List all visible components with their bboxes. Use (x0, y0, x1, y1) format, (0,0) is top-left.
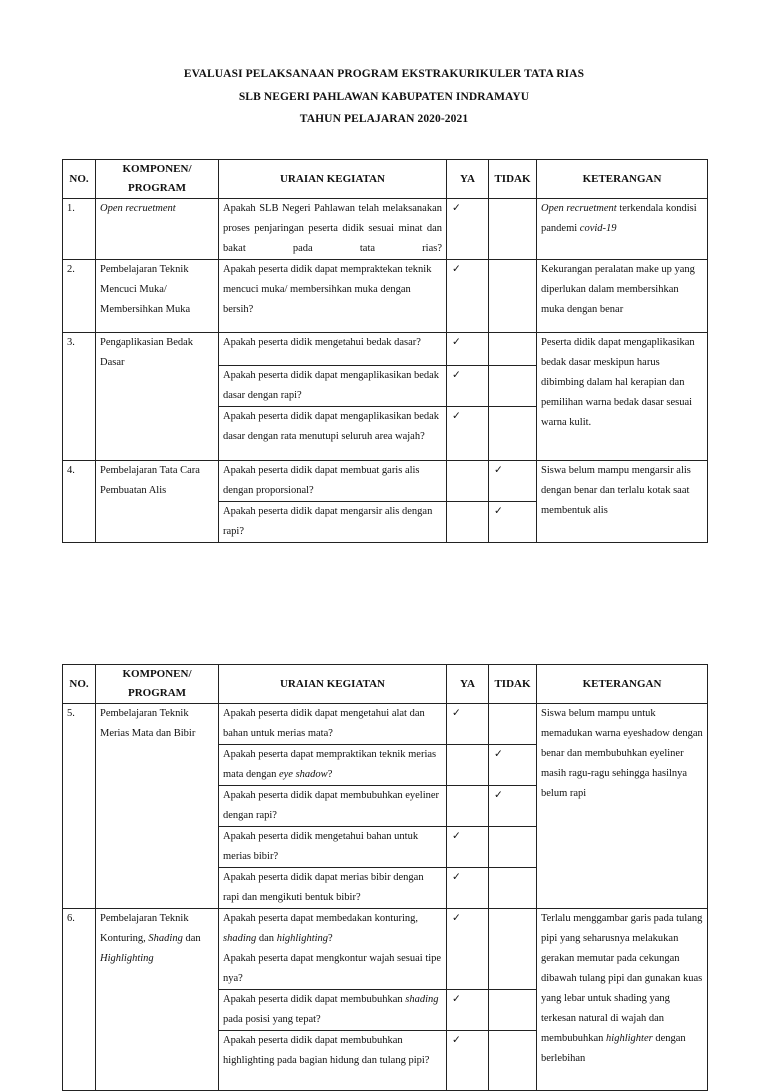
row-number: 4. (63, 461, 96, 543)
header-no: NO. (63, 665, 96, 704)
evaluation-table-page-2 (62, 664, 708, 1091)
header-keterangan: KETERANGAN (537, 665, 708, 704)
header-no: NO. (63, 160, 96, 199)
activity-question: Apakah SLB Negeri Pahlawan telah melaksanakan proses penjaringan peserta didik sesuai minat dan bakat pada tata rias? (219, 199, 447, 260)
tidak-cell (489, 990, 537, 1031)
header-komponen: KOMPONEN/ PROGRAM (96, 160, 219, 199)
tidak-cell (489, 260, 537, 333)
activity-question: Apakah peserta dapat membedakan konturing, shading dan highlighting? Apakah peserta dapat mengkontur wajah sesuai tipe nya? (219, 909, 447, 990)
title-line-1: EVALUASI PELAKSANAAN PROGRAM EKSTRAKURIKULER TATA RIAS (183, 68, 585, 80)
remarks: Peserta didik dapat mengaplikasikan bedak dasar meskipun harus dibimbing dalam hal kerapian dan pemilihan warna bedak dasar sesuai warna kulit. (537, 333, 708, 461)
header-ya: YA (447, 160, 489, 199)
tidak-cell (489, 199, 537, 260)
tidak-cell (489, 827, 537, 868)
header-ya: YA (447, 665, 489, 704)
ya-cell (447, 786, 489, 827)
activity-question: Apakah peserta didik dapat membubuhkan eyeliner dengan rapi? (219, 786, 447, 827)
row-number: 6. (63, 909, 96, 1091)
header-tidak: TIDAK (489, 160, 537, 199)
tidak-check: ✓ (489, 745, 537, 786)
activity-question: Apakah peserta didik dapat membuat garis alis dengan proporsional? (219, 461, 447, 502)
remarks: Kekurangan peralatan make up yang diperlukan dalam membersihkan muka dengan benar (537, 260, 708, 333)
ya-cell (447, 745, 489, 786)
title-line-3: TAHUN PELAJARAN 2020-2021 (299, 113, 469, 125)
activity-question: Apakah peserta didik dapat mengaplikasikan bedak dasar dengan rata menutupi seluruh area wajah? (219, 407, 447, 461)
activity-question: Apakah peserta didik mengetahui bedak dasar? (219, 333, 447, 366)
remarks: Siswa belum mampu mengarsir alis dengan benar dan terlalu kotak saat membentuk alis (537, 461, 708, 543)
row-number: 1. (63, 199, 96, 260)
program-name: Open recruetment (96, 199, 219, 260)
activity-question: Apakah peserta didik dapat mengetahui alat dan bahan untuk merias mata? (219, 704, 447, 745)
tidak-cell (489, 366, 537, 407)
tidak-check: ✓ (489, 786, 537, 827)
ya-check: ✓ (447, 333, 489, 366)
program-name: Pengaplikasian Bedak Dasar (96, 333, 219, 461)
ya-check: ✓ (447, 1031, 489, 1091)
tidak-cell (489, 704, 537, 745)
tidak-cell (489, 407, 537, 461)
table-header-row (63, 665, 708, 704)
title-line-2: SLB NEGERI PAHLAWAN KABUPATEN INDRAMAYU (238, 91, 530, 103)
table-row (63, 333, 708, 366)
activity-question: Apakah peserta didik dapat membubuhkan highlighting pada bagian hidung dan tulang pipi? (219, 1031, 447, 1091)
tidak-cell (489, 868, 537, 909)
row-number: 3. (63, 333, 96, 461)
program-name: Pembelajaran Tata Cara Pembuatan Alis (96, 461, 219, 543)
header-tidak: TIDAK (489, 665, 537, 704)
activity-question: Apakah peserta didik dapat mengarsir alis dengan rapi? (219, 502, 447, 543)
remarks: Open recruetment terkendala kondisi pandemi covid-19 (537, 199, 708, 260)
table-row (63, 704, 708, 745)
activity-question: Apakah peserta didik dapat mengaplikasikan bedak dasar dengan rapi? (219, 366, 447, 407)
ya-cell (447, 502, 489, 543)
ya-check: ✓ (447, 366, 489, 407)
header-uraian: URAIAN KEGIATAN (219, 160, 447, 199)
remarks: Terlalu menggambar garis pada tulang pipi yang seharusnya melakukan gerakan memutar pada cekungan dibawah tulang pipi dan gunakan kuas yang lebar untuk shading yang terkesan natural di wajah dan membubuhkan highlighter dengan berlebihan (537, 909, 708, 1091)
tidak-cell (489, 1031, 537, 1091)
ya-check: ✓ (447, 260, 489, 333)
row-number: 5. (63, 704, 96, 909)
activity-question: Apakah peserta didik dapat mempraktekan teknik mencuci muka/ membersihkan muka dengan bersih? (219, 260, 447, 333)
table-row (63, 199, 708, 260)
header-uraian: URAIAN KEGIATAN (219, 665, 447, 704)
ya-check: ✓ (447, 199, 489, 260)
table-header-row (63, 160, 708, 199)
evaluation-table-page-1 (62, 159, 708, 543)
program-name: Pembelajaran Teknik Mencuci Muka/ Membersihkan Muka (96, 260, 219, 333)
tidak-cell (489, 909, 537, 990)
table-row (63, 260, 708, 333)
activity-question: Apakah peserta didik dapat membubuhkan shading pada posisi yang tepat? (219, 990, 447, 1031)
ya-check: ✓ (447, 868, 489, 909)
ya-check: ✓ (447, 909, 489, 990)
ya-check: ✓ (447, 990, 489, 1031)
remarks: Siswa belum mampu untuk memadukan warna eyeshadow dengan benar dan membubuhkan eyeliner masih ragu-ragu sehingga hasilnya belum rapi (537, 704, 708, 909)
tidak-cell (489, 333, 537, 366)
ya-check: ✓ (447, 407, 489, 461)
program-name: Pembelajaran Teknik Konturing, Shading dan Highlighting (96, 909, 219, 1091)
ya-check: ✓ (447, 704, 489, 745)
program-name: Pembelajaran Teknik Merias Mata dan Bibir (96, 704, 219, 909)
header-komponen: KOMPONEN/ PROGRAM (96, 665, 219, 704)
ya-check: ✓ (447, 827, 489, 868)
ya-cell (447, 461, 489, 502)
tidak-check: ✓ (489, 461, 537, 502)
row-number: 2. (63, 260, 96, 333)
table-row (63, 909, 708, 990)
header-keterangan: KETERANGAN (537, 160, 708, 199)
table-row (63, 461, 708, 502)
activity-question: Apakah peserta didik dapat merias bibir dengan rapi dan mengikuti bentuk bibir? (219, 868, 447, 909)
tidak-check: ✓ (489, 502, 537, 543)
activity-question: Apakah peserta dapat mempraktikan teknik merias mata dengan eye shadow? (219, 745, 447, 786)
activity-question: Apakah peserta didik mengetahui bahan untuk merias bibir? (219, 827, 447, 868)
